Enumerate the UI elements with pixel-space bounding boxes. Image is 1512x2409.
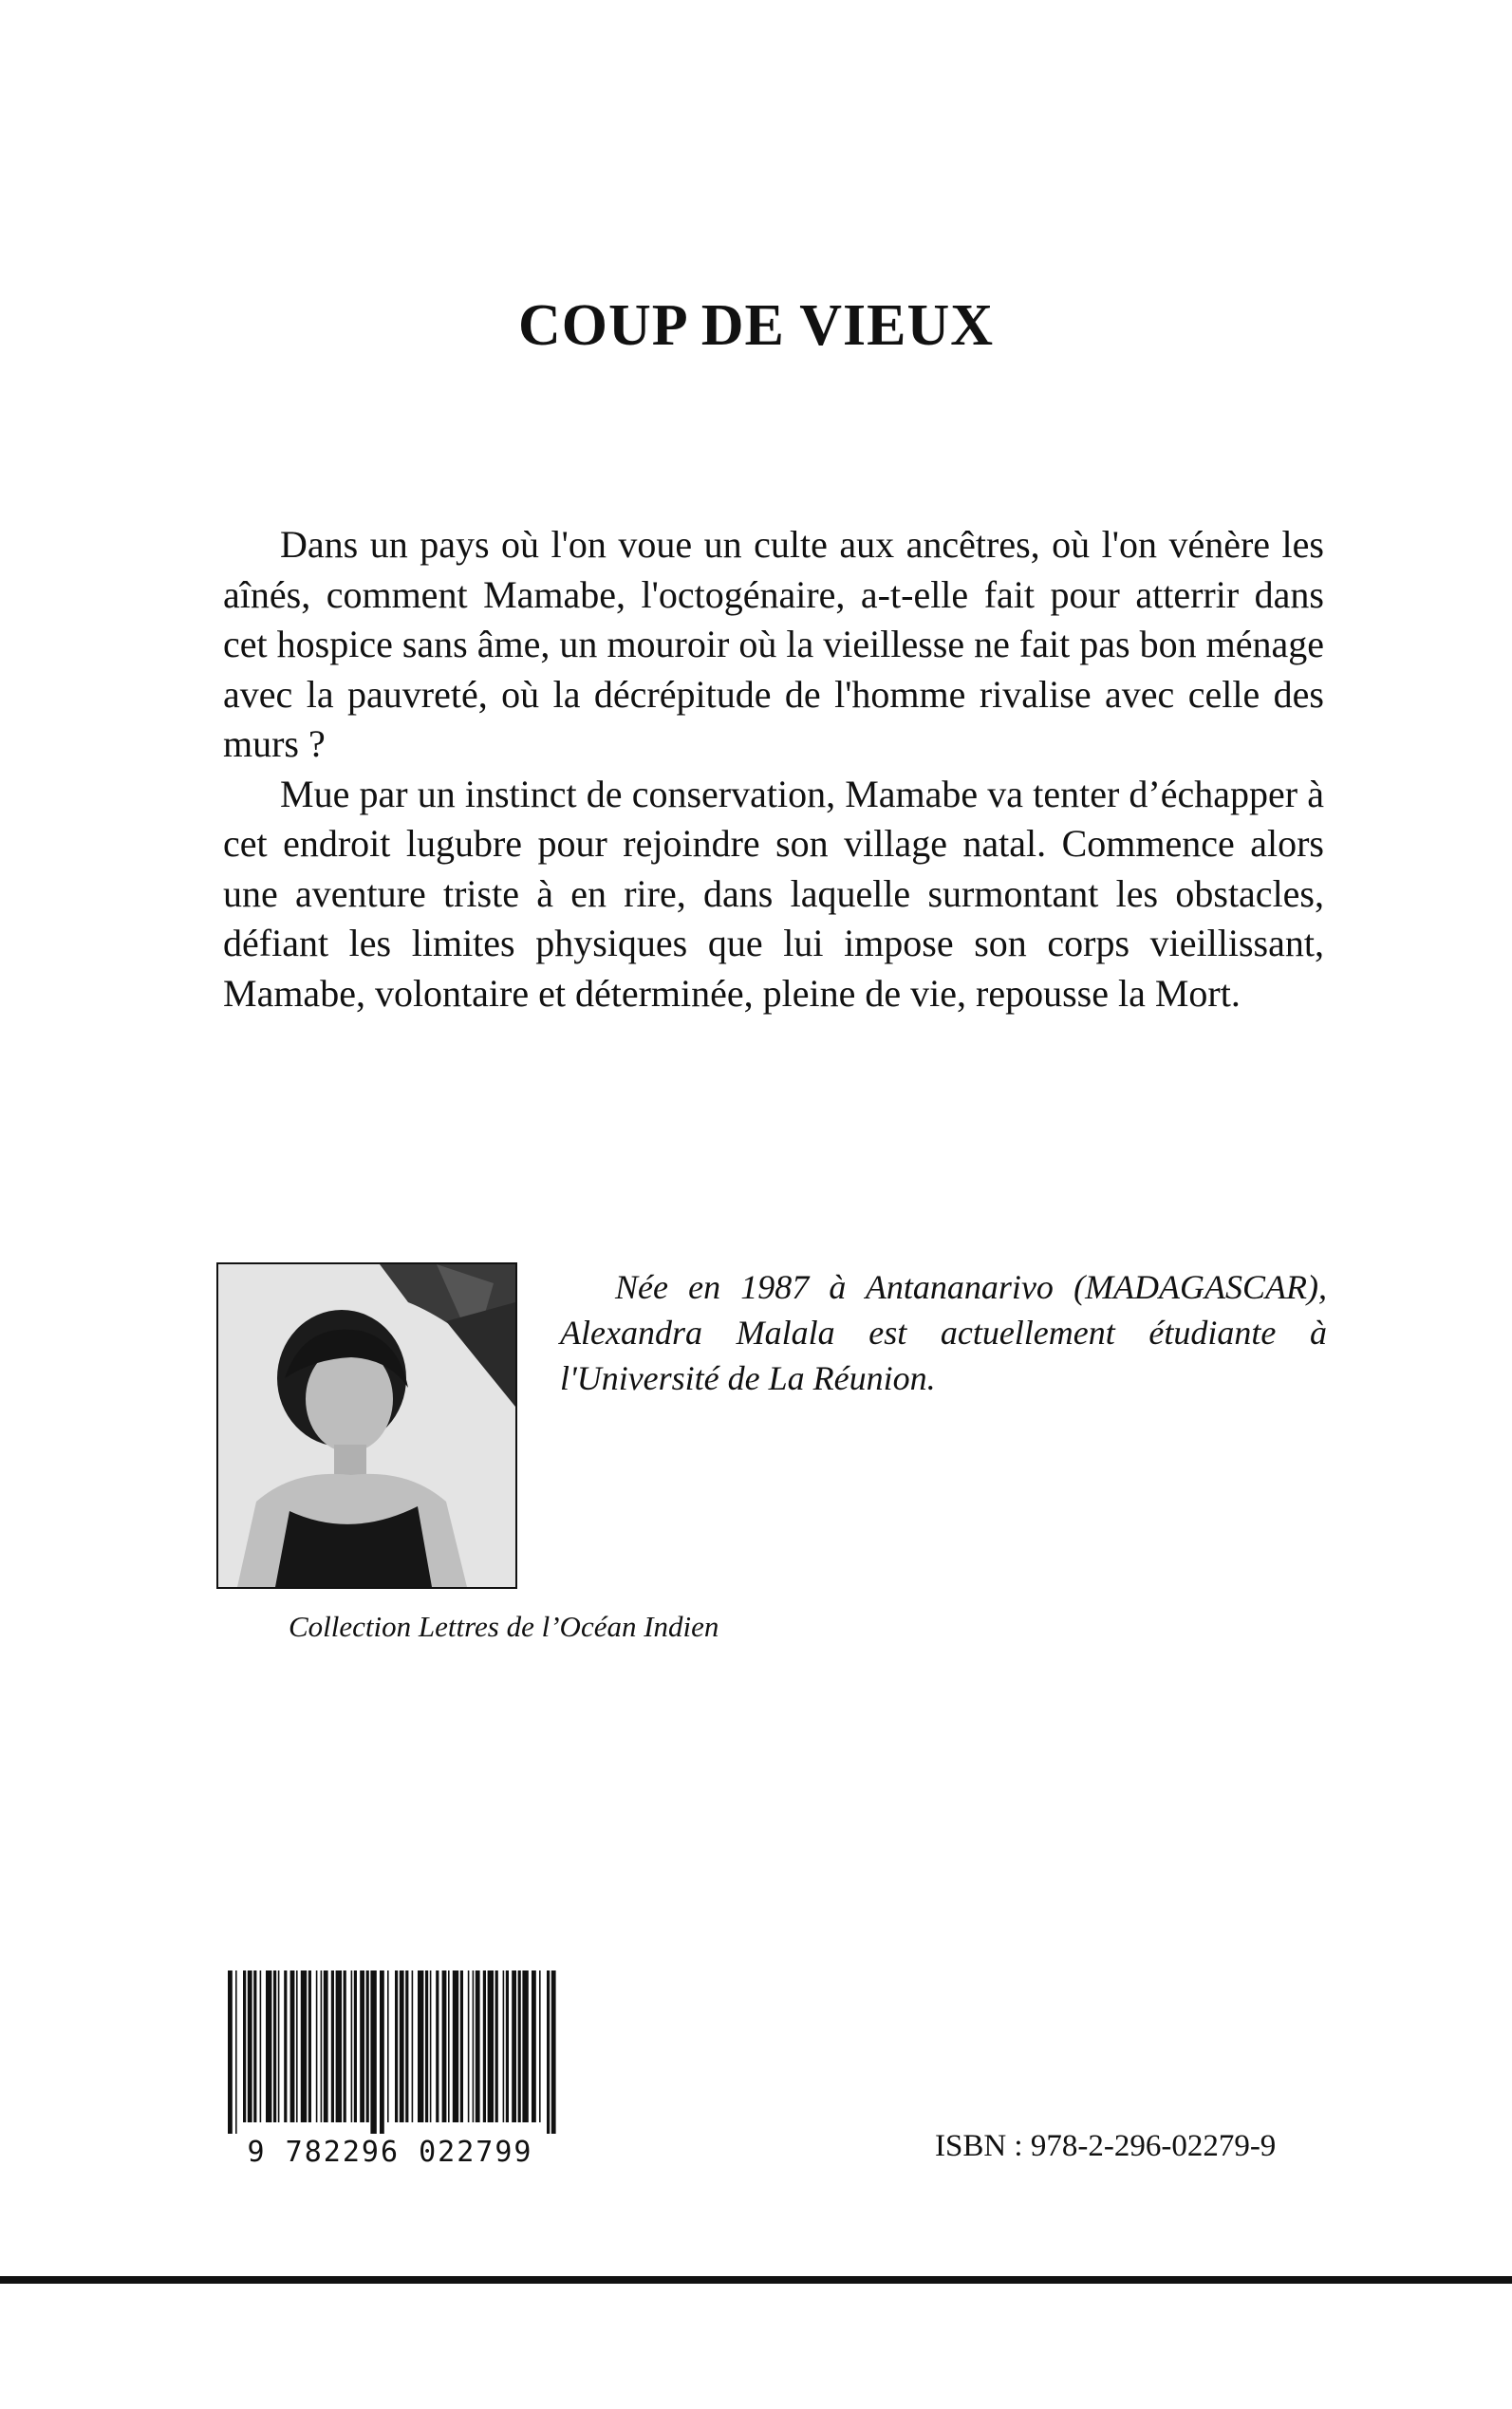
barcode-bar [430,1970,432,2122]
author-bio-text: Née en 1987 à Antananarivo (MADAGASCAR), Alexandra Malala est actuellement étudiante à l'Université de La Réunion. [560,1268,1327,1397]
barcode-bar [235,1970,237,2134]
barcode-bar [418,1970,423,2122]
barcode-bar [512,1970,516,2122]
barcode-bar [370,1970,376,2134]
barcode-bar [483,1970,486,2122]
collection-name: Collection Lettres de l’Océan Indien [289,1610,719,1643]
blurb-paragraph: Dans un pays où l'on voue un culte aux ancêtres, où l'on vénère les aînés, comment Mamabe, l'octogénaire, a-t-elle fait pour atterrir dans cet hospice sans âme, un mouroir où la vieillesse ne fait pas bon ménage avec la pauvreté, où la décrépitude de l'homme rivalise avec celle des murs ? [223,523,1324,765]
barcode-bar [412,1970,414,2122]
barcode-bar [380,1970,384,2134]
barcode-bar [473,1970,475,2122]
barcode-bar [468,1970,470,2122]
barcode-bar [273,1970,276,2122]
barcode-bar [354,1970,357,2122]
barcode-bar [405,1970,408,2122]
barcode-bar [518,1970,521,2122]
back-cover-blurb [223,520,1324,1018]
barcode-bar [448,1970,450,2122]
barcode-bar [366,1970,369,2122]
barcode-bar [248,1970,252,2122]
book-title: COUP DE VIEUX [517,293,995,358]
barcode-bar [539,1970,541,2122]
barcode-bar [387,1970,389,2122]
barcode-bar [532,1970,536,2122]
barcode-bar [324,1970,328,2122]
barcode-bar [284,1970,287,2122]
author-bio [560,1264,1327,1401]
barcode-bar [453,1970,458,2122]
barcode-bar [495,1970,498,2122]
barcode-bar [278,1970,280,2122]
author-photo [216,1262,517,1589]
barcode-bar [253,1970,256,2122]
bottom-rule [0,2276,1512,2284]
barcode-bar [503,1970,505,2122]
barcode-bar [522,1970,528,2122]
barcode-bar [266,1970,271,2122]
barcode-bar [260,1970,262,2122]
barcode-bar [488,1970,494,2122]
isbn: ISBN : 978-2-296-02279-9 [935,2129,1277,2163]
barcode-bar [351,1970,353,2122]
barcode-bar [316,1970,318,2122]
barcode-bar [331,1970,334,2122]
barcode-bar [476,1970,480,2122]
barcode-bar [344,1970,346,2122]
barcode-digits: 9 782296 022799 [247,2136,533,2169]
barcode-bar [228,1970,233,2134]
barcode-bar [296,1970,298,2122]
barcode-bar [547,1970,550,2134]
barcode-bar [425,1970,428,2122]
barcode-bar [442,1970,447,2122]
barcode-bar [308,1970,311,2122]
barcode-bar [290,1970,295,2122]
barcode-bar [336,1970,342,2122]
blurb-paragraph: Mue par un instinct de conservation, Mamabe va tenter d’échapper à cet endroit lugubre pour rejoindre son village natal. Commence alors une aventure triste à en rire, dans laquelle surmontant les obstacles, défiant les limites physiques que lui impose son corps vieillissant, Mamabe, volontaire et déterminée, pleine de vie, repousse la Mort. [223,772,1324,1015]
barcode-bar [460,1970,463,2122]
barcode-bar [243,1970,246,2122]
barcode-bar [436,1970,439,2122]
barcode-bar [506,1970,509,2122]
barcode-bar [360,1970,364,2122]
barcode-bar [321,1970,323,2122]
barcode-bar [551,1970,556,2134]
barcode-bar [301,1970,307,2122]
barcode [220,1969,560,2136]
barcode-bar [400,1970,404,2122]
barcode-bar [395,1970,398,2122]
